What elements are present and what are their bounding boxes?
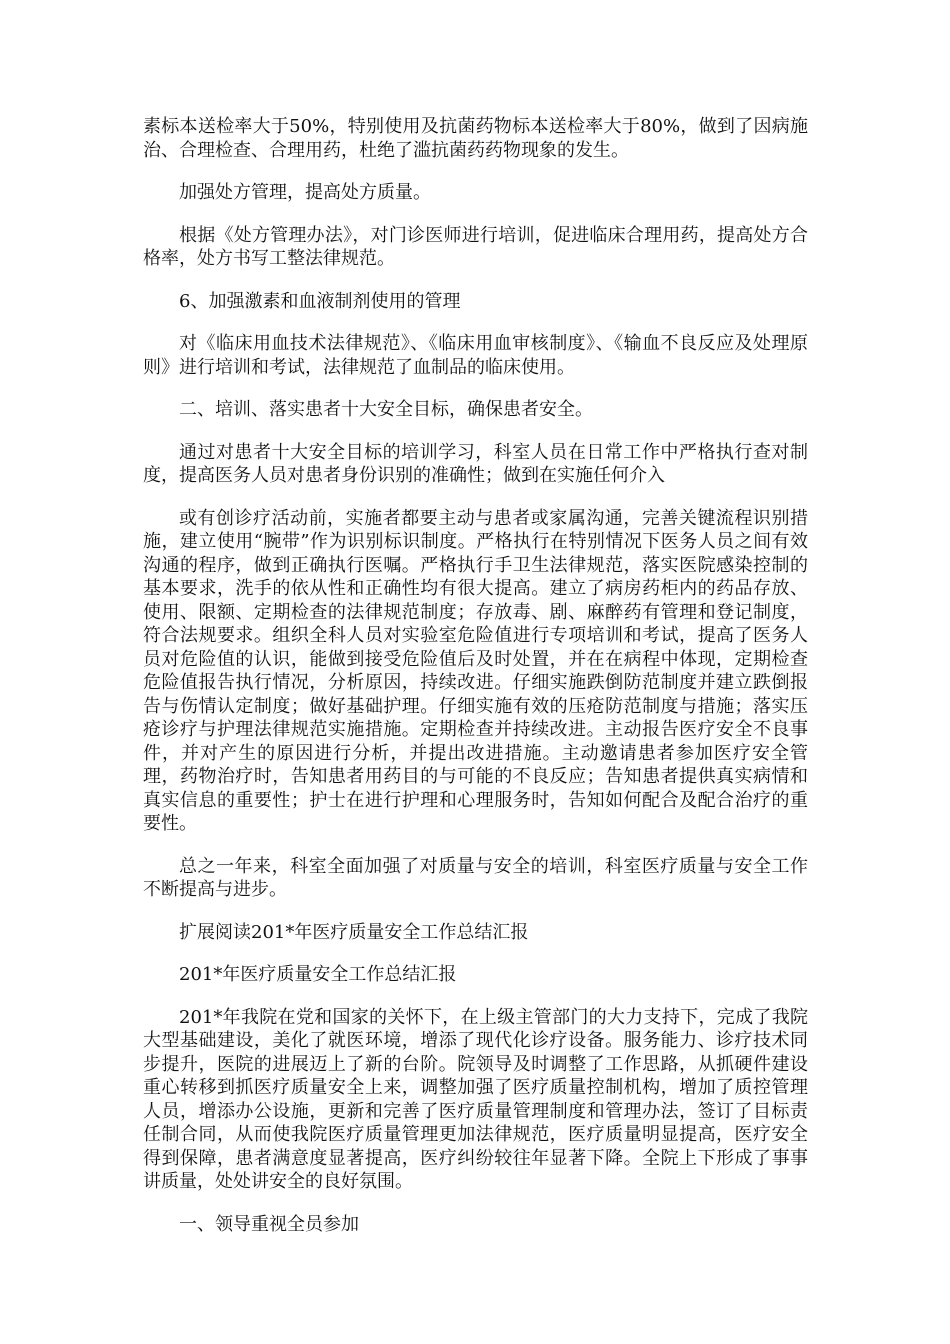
document-body: [143, 115, 808, 1255]
paragraph-specimen-rate: 素标本送检率大于50%，特别使用及抗菌药物标本送检率大于80%，做到了因病施治、合理检查、合理用药，杜绝了滥抗菌药药物现象的发生。: [143, 116, 808, 161]
paragraph-extended-reading: 扩展阅读201*年医疗质量安全工作总结汇报: [179, 921, 529, 943]
paragraph-section-2-heading: 二、培训、落实患者十大安全目标，确保患者安全。: [179, 399, 593, 420]
paragraph-section-1-heading: 一、领导重视全员参加: [179, 1213, 359, 1235]
paragraph-prescription-training: 根据《处方管理办法》，对门诊医师进行培训，促进临床合理用药，提高处方合格率，处方书写工整法律规范。: [143, 224, 808, 269]
paragraph-report-intro: 201*年我院在党和国家的关怀下，在上级主管部门的大力支持下，完成了我院大型基础建设，美化了就医环境，增添了现代化诊疗设备。服务能力、诊疗技术同步提升，医院的进展迈上了新的台阶。院领导及时调整了工作思路，从抓硬件建设重心转移到抓医疗质量安全上来，调整加强了医疗质量控制机构，增加了质控管理人员，增添办公设施，更新和完善了医疗质量管理制度和管理办法，签订了目标责任制合同，从而使我院医疗质量管理更加法律规范，医疗质量明显提高，医疗安全得到保障，患者满意度显著提高，医疗纠纷较往年显著下降。全院上下形成了事事讲质量，处处讲安全的良好氛围。: [143, 1006, 808, 1192]
paragraph-safety-measures: 或有创诊疗活动前，实施者都要主动与患者或家属沟通，完善关键流程识别措施，建立使用“腕带”作为识别标识制度。严格执行在特别情况下医务人员之间有效沟通的程序，做到正确执行医嘱。严格执行手卫生法律规范，落实医院感染控制的基本要求，洗手的依从性和正确性均有很大提高。建立了病房药柜内的药品存放、使用、限额、定期检查的法律规范制度；存放毒、剧、麻醉药有管理和登记制度，符合法规要求。组织全科人员对实验室危险值进行专项培训和考试，提高了医务人员对危险值的认识，能做到接受危险值后及时处置，并在在病程中体现，定期检查危险值报告执行情况，分析原因，持续改进。仔细实施跌倒防范制度并建立跌倒报告与伤情认定制度；做好基础护理。仔细实施有效的压疮防范制度与措施；落实压疮诊疗与护理法律规范实施措施。定期检查并持续改进。主动报告医疗安全不良事件，并对产生的原因进行分析，并提出改进措施。主动邀请患者参加医疗安全管理，药物治疗时，告知患者用药目的与可能的不良反应；告知患者提供真实病情和真实信息的重要性；护士在进行护理和心理服务时，告知如何配合及配合治疗的重要性。: [143, 507, 808, 834]
paragraph-blood-usage: 对《临床用血技术法律规范》、《临床用血审核制度》、《输血不良反应及处理原则》进行培训和考试，法律规范了血制品的临床使用。: [143, 333, 808, 378]
paragraph-section-6-heading: 6、加强激素和血液制剂使用的管理: [179, 290, 461, 312]
paragraph-prescription-heading: 加强处方管理，提高处方质量。: [179, 182, 431, 203]
paragraph-safety-training: 通过对患者十大安全目标的培训学习，科室人员在日常工作中严格执行查对制度，提高医务人员对患者身份识别的准确性；做到在实施任何介入: [143, 441, 808, 486]
paragraph-report-title: 201*年医疗质量安全工作总结汇报: [179, 964, 457, 985]
paragraph-summary: 总之一年来，科室全面加强了对质量与安全的培训，科室医疗质量与安全工作不断提高与进步。: [143, 855, 808, 900]
